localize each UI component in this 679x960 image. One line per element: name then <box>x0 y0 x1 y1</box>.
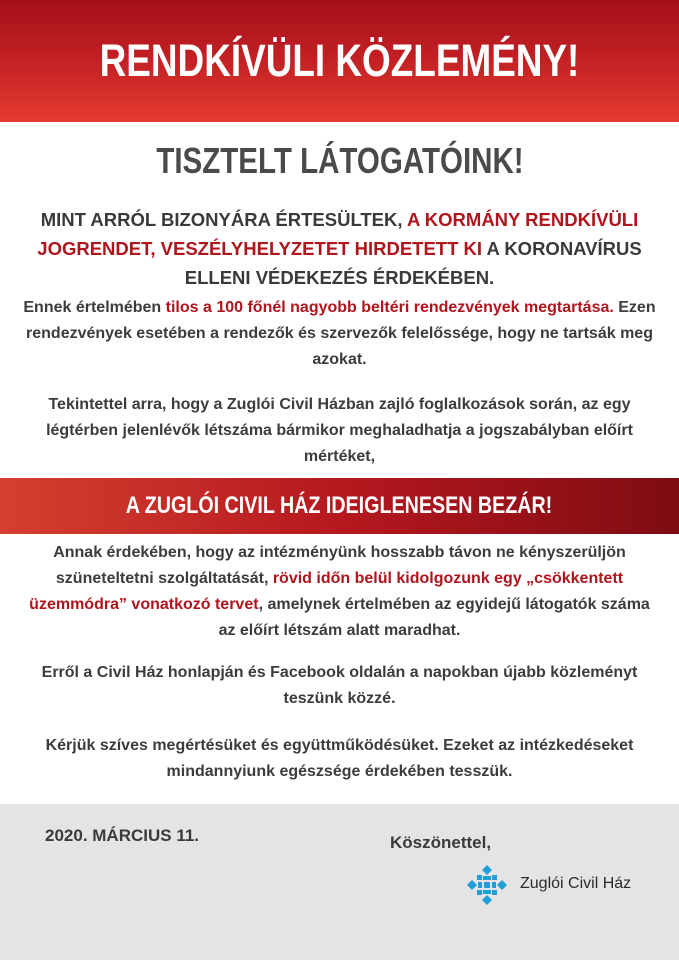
footer-thanks: Köszönettel, <box>390 833 492 852</box>
paragraph-plan <box>20 540 659 644</box>
paragraph3-part2: , amelynek értelmében az egyidejű látogatók száma az előírt létszám alatt maradhat. <box>218 596 650 639</box>
greeting-text: TISZTELT LÁTOGATÓINK! <box>155 140 524 181</box>
paragraph3-highlight: rövid időn belül kidolgozunk egy „csökkentett üzemmódra” vonatkozó tervet <box>29 570 624 613</box>
paragraph3-part1: Annak érdekében, hogy az intézményünk hosszabb távon ne kényszerüljön szüneteltetni szolgáltatását, <box>53 544 626 587</box>
paragraph-announcement: Erről a Civil Ház honlapján és Facebook oldalán a napokban újabb közleményt teszünk közzé. <box>41 664 638 707</box>
lead-highlight: A KORMÁNY RENDKÍVÜLI JOGRENDET, VESZÉLYHELYZETET HIRDETETT KI <box>37 209 639 259</box>
closure-banner <box>0 478 679 534</box>
paragraph1-part2: Ezen rendezvények esetében a rendezők és szervezők felelőssége, hogy ne tartsák meg azokat. <box>26 299 656 368</box>
page-title: RENDKÍVÜLI KÖZLEMÉNY! <box>99 35 580 86</box>
paragraph-request: Kérjük szíves megértésüket és együttműködésüket. Ezeket az intézkedéseket mindannyiunk egészsége érdekében tesszük. <box>45 737 634 780</box>
lead-paragraph <box>20 205 659 292</box>
organization-logo <box>465 864 665 906</box>
paragraph-reason: Tekintettel arra, hogy a Zuglói Civil Házban zajló foglalkozások során, az egy légtérben jelenlévők létszáma bármikor meghaladhatja a jogszabályban előírt mértéket, <box>46 396 633 465</box>
paragraph1-part1: Ennek értelmében <box>23 299 166 316</box>
greeting-heading <box>0 140 679 182</box>
paragraph-restriction <box>20 295 659 373</box>
footer-date: 2020. MÁRCIUS 11. <box>45 826 200 845</box>
zugloi-civil-haz-logo-icon <box>465 864 509 906</box>
lead-part2: A KORONAVÍRUS ELLENI VÉDEKEZÉS ÉRDEKÉBEN. <box>184 238 642 288</box>
lead-part1: MINT ARRÓL BIZONYÁRA ÉRTESÜLTEK, <box>40 209 407 230</box>
paragraph1-highlight: tilos a 100 főnél nagyobb beltéri rendezvények megtartása. <box>165 299 614 316</box>
header-banner <box>0 0 679 122</box>
logo-text: Zuglói Civil Ház <box>520 875 632 892</box>
closure-banner-text: A ZUGLÓI CIVIL HÁZ IDEIGLENESEN BEZÁR! <box>126 492 553 519</box>
